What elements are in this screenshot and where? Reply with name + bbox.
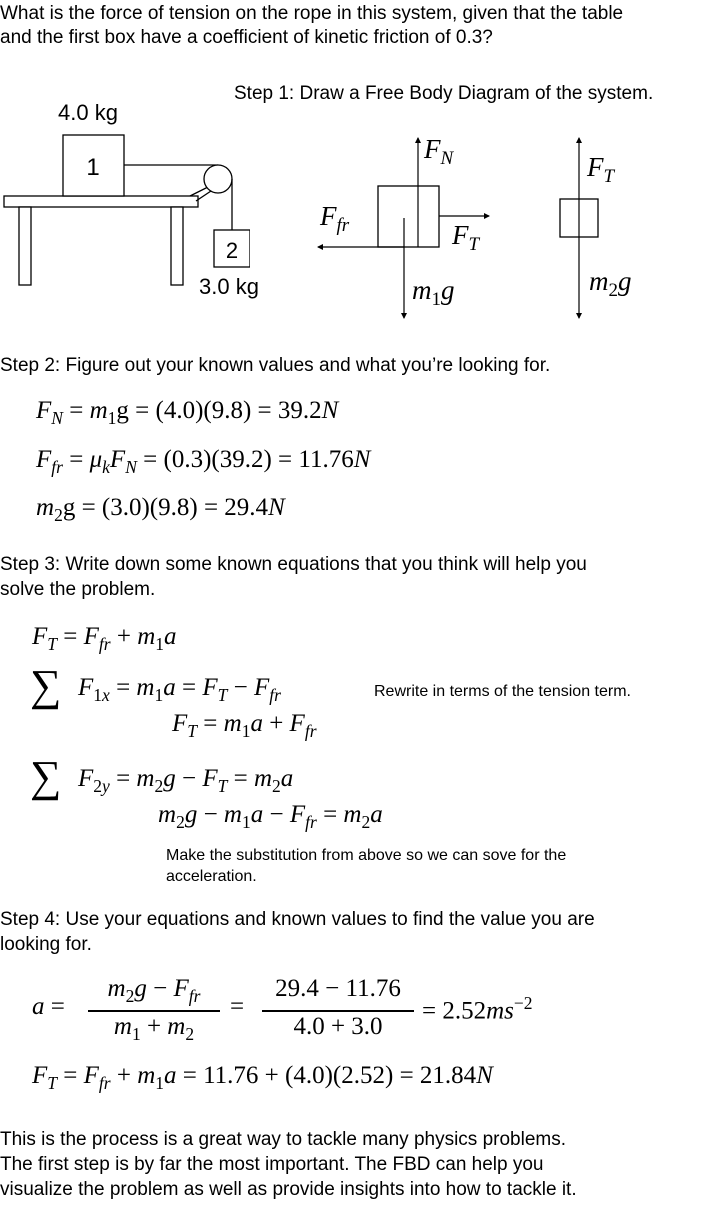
step3-note-substitution-line-1: Make the substitution from above so we can sove for the	[166, 847, 567, 864]
fbd1-friction-label: $F_{fr}$	[320, 201, 350, 236]
conclusion-line-1: This is the process is a great way to tackle many physics problems.	[0, 1129, 567, 1150]
conclusion-line-3: visualize the problem as well as provide insights into how to tackle it.	[0, 1179, 577, 1200]
table-leg-left	[19, 207, 31, 285]
step3-title-line-1: Step 3: Write down some known equations that you think will help you	[0, 554, 587, 575]
values-fraction-numerator: 29.4 − 11.76	[275, 975, 401, 1002]
mass2-label: 3.0 kg	[199, 274, 259, 299]
accel-fraction-numerator: $m_2g - F_{fr}$	[107, 975, 201, 1006]
box-1-label: 1	[86, 154, 100, 181]
fbd2-tension-label: $F_T$	[587, 152, 615, 187]
step3-eq-sum-x: $F_{1x} = m_1a = F_T - F_{fr}$	[78, 674, 281, 705]
step2-title: Step 2: Figure out your known values and what you’re looking for.	[0, 355, 551, 376]
mass1-label: 4.0 kg	[58, 100, 118, 125]
question-line-2: and the first box have a coefficient of kinetic friction of 0.3?	[0, 27, 493, 48]
values-fraction-denominator: 4.0 + 3.0	[293, 1013, 383, 1040]
fbd2-weight-label: $m_2g$	[589, 266, 632, 301]
step3-eq-substituted: $m_2g - m_1a - F_{fr} = m_2a$	[158, 801, 383, 832]
step4-equals: =	[230, 993, 245, 1020]
step3-eq-tension: $F_T = F_{fr} + m_1a$	[32, 623, 177, 654]
step2-eq-normal: $F_N = m_1g = (4.0)(9.8) = 39.2N$	[36, 397, 339, 428]
step2-eq-weight: $m_2g = (3.0)(9.8) = 29.4N$	[36, 494, 285, 525]
step3-eq-sum-y: $F_{2y} = m_2g - F_T = m_2a$	[78, 765, 294, 796]
accel-fraction-denominator: $m_1 + m_2$	[113, 1013, 195, 1044]
step2-eq-friction: $F_{fr} = \mu_kF_N = (0.3)(39.2) = 11.76N$	[36, 446, 371, 477]
fbd1-box	[378, 186, 439, 247]
step1-title: Step 1: Draw a Free Body Diagram of the system.	[234, 83, 654, 104]
fbd-box-2	[545, 130, 685, 325]
step3-note-rewrite: Rewrite in terms of the tension term.	[374, 683, 631, 700]
fbd-box-1	[310, 130, 510, 325]
system-diagram	[0, 125, 250, 295]
table-top	[4, 196, 198, 207]
fbd1-tension-label: $F_T$	[452, 220, 480, 255]
pulley	[204, 165, 232, 193]
question-line-1: What is the force of tension on the rope in this system, given that the table	[0, 3, 624, 24]
conclusion-line-2: The first step is by far the most important. The FBD can help you	[0, 1154, 544, 1175]
step3-title-line-2: solve the problem.	[0, 579, 156, 600]
fbd1-normal-label: $F_N$	[424, 134, 454, 169]
accel-fraction-bar	[88, 1010, 220, 1012]
step4-title-line-2: looking for.	[0, 934, 92, 955]
box-2-label: 2	[225, 238, 239, 263]
step4-title-line-1: Step 4: Use your equations and known values to find the value you are	[0, 909, 595, 930]
step4-tension-result: $F_T = F_{fr} + m_1a = 11.76 + (4.0)(2.52) = 21.84N$	[32, 1062, 493, 1093]
sum-x-symbol: ∑	[30, 661, 62, 710]
sum-y-symbol: ∑	[30, 752, 62, 801]
table-leg-right	[171, 207, 183, 285]
step4-accel-lhs: a =	[32, 993, 65, 1020]
values-fraction-bar	[262, 1010, 414, 1012]
step4-accel-result: = $2.52ms^{-2}$	[422, 993, 533, 1025]
step3-note-substitution-line-2: acceleration.	[166, 868, 257, 885]
fbd1-weight-label: $m_1g$	[412, 275, 455, 310]
step3-eq-tension-rewrite: $F_T = m_1a + F_{fr}$	[172, 710, 317, 741]
